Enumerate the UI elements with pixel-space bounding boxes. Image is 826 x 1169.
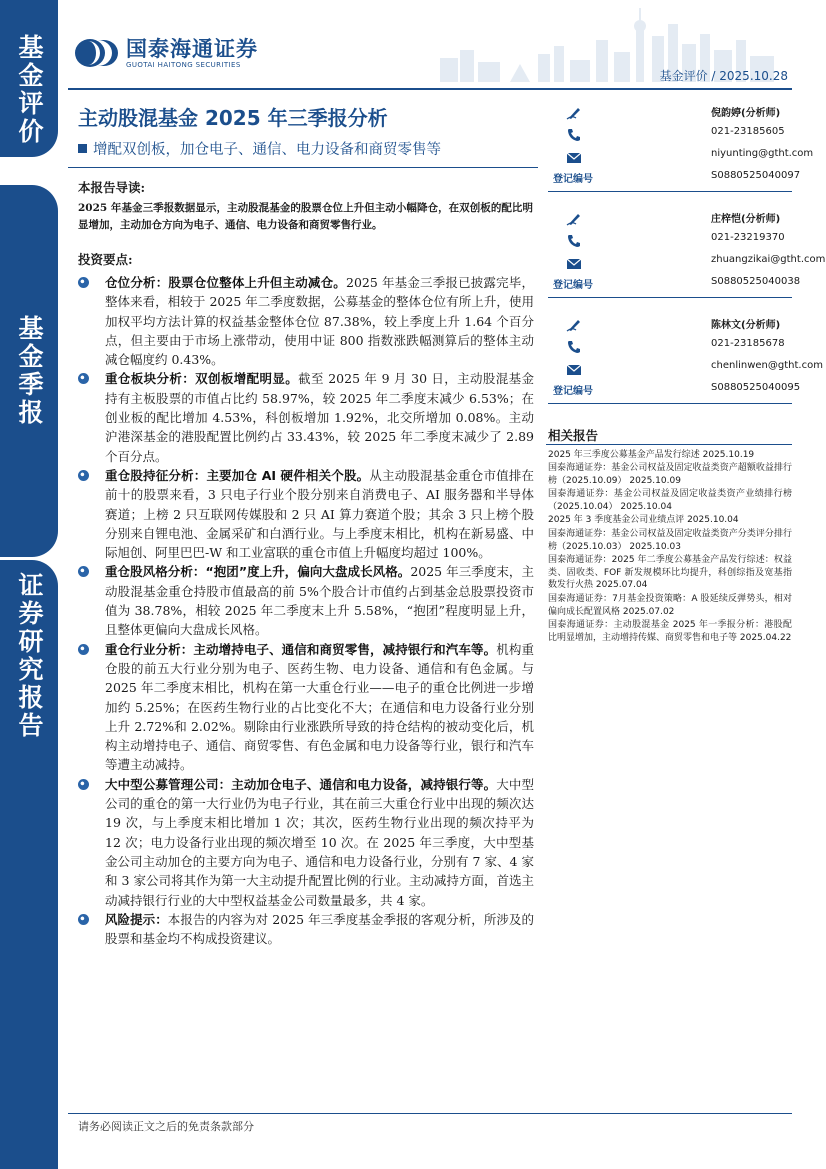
analyst-email[interactable]: niyunting@gtht.com xyxy=(711,148,814,159)
analyst-phone: 021-23219370 xyxy=(711,232,785,243)
analyst-card xyxy=(548,204,826,310)
header-date: 2025.10.28 xyxy=(719,69,788,83)
related-report-item[interactable]: 国泰海通证券：2025 年二季度公募基金产品发行综述：权益类、固收类、FOF 新发规模环比均提升，科创综指及宽基指数发行火热 2025.07.04 xyxy=(548,554,792,591)
analyst-divider xyxy=(548,191,792,192)
analyst-phone-row xyxy=(548,338,792,358)
related-report-item[interactable]: 国泰海通证券：主动股混基金 2025 年一季报分析：港股配比明显增加，主动增持传媒、商贸零售和电子等 2025.04.22 xyxy=(548,619,792,643)
key-point-lead: 重仓行业分析：主动增持电子、通信和商贸零售，减持银行和汽车等。 xyxy=(105,641,497,657)
pen-icon xyxy=(566,106,582,120)
sidebar-category-tab xyxy=(0,0,58,157)
key-point-lead: 仓位分析：股票仓位整体上升但主动减仓。 xyxy=(105,275,346,290)
analyst-email[interactable]: zhuangzikai@gtht.com xyxy=(711,254,826,265)
pen-icon xyxy=(566,318,582,332)
square-bullet-icon xyxy=(78,144,87,153)
footer-divider xyxy=(68,1113,792,1114)
analyst-divider xyxy=(548,403,792,404)
related-report-item[interactable]: 国泰海通证券：基金公司权益及固定收益类资产业绩排行榜（2025.10.04） 2025.10.04 xyxy=(548,489,792,513)
analyst-name-row xyxy=(548,104,792,124)
related-reports-list xyxy=(548,449,792,645)
analyst-name: 倪韵婷(分析师) xyxy=(711,108,781,119)
left-sidebar xyxy=(0,0,58,1169)
analyst-name: 陈林文(分析师) xyxy=(711,320,781,331)
key-point-body: 2025 年基金三季报已披露完毕，整体来看，相较于 2025 年二季度数据，公募基金的整体仓位有所上升，使用加权平均方法计算的权益基金整体仓位 87.38%，较上季度上升 1.64 个百分点，但主要由于市场上涨带动，使用中证 800 指数涨跌幅测算后的整体主动减仓幅度约 0.43%。 xyxy=(105,275,534,368)
bullet-dot-icon xyxy=(78,779,89,790)
key-point-lead: 重仓股持征分析：主要加仓 AI 硬件相关个股。 xyxy=(105,467,370,483)
sidebar-report-kind-tab xyxy=(0,560,58,1169)
related-reports-heading: 相关报告 xyxy=(548,428,599,443)
subtitle-divider xyxy=(68,167,538,168)
analyst-name-row xyxy=(548,316,792,336)
related-report-item[interactable]: 2025 年 3 季度基金公司业绩点评 2025.10.04 xyxy=(548,515,739,526)
disclaimer-note: 请务必阅读正文之后的免责条款部分 xyxy=(78,1120,254,1133)
mail-icon xyxy=(566,256,582,270)
analyst-reg-label: 登记编号 xyxy=(553,174,593,185)
analyst-divider xyxy=(548,297,792,298)
analyst-reg-number: S0880525040038 xyxy=(711,276,801,287)
bullet-dot-icon xyxy=(78,566,89,577)
logo-mark-icon xyxy=(74,37,118,69)
key-points-heading: 投资要点: xyxy=(78,252,133,267)
related-report-item[interactable]: 国泰海通证券：7月基金投资策略：A 股延续反弹势头，相对偏向成长配置风格 2025.07.02 xyxy=(548,593,792,617)
key-point-risk xyxy=(78,910,534,949)
key-point-position xyxy=(78,273,534,369)
header-separator: / xyxy=(711,69,720,83)
bullet-dot-icon xyxy=(78,470,89,481)
sidebar-category-label: 基金评价 xyxy=(15,34,44,146)
header-meta xyxy=(660,67,788,84)
analyst-card xyxy=(548,310,823,416)
sidebar-report-kind-label: 证券研究报告 xyxy=(15,572,44,740)
analyst-reg-number: S0880525040097 xyxy=(711,170,801,181)
key-point-sector xyxy=(78,369,534,465)
analyst-email-row xyxy=(548,360,823,380)
phone-icon xyxy=(566,128,582,142)
phone-icon xyxy=(566,340,582,354)
analyst-phone-row xyxy=(548,126,792,146)
analyst-name: 庄梓恺(分析师) xyxy=(711,214,781,225)
key-point-lead: 重仓板块分析：双创板增配明显。 xyxy=(105,371,299,387)
analyst-email-row xyxy=(548,254,826,274)
key-point-body: 机构重仓股的前五大行业分别为电子、医药生物、电力设备、通信和有色金属。与 2025 年二季度末相比，机构在第一大重仓行业——电子的重仓比例进一步增加约 5.25%；在医药生物行业的占比变化不大；在通信和电力设备行业分别上升 2.72%和 2.02%。剔除由行业涨跌所导致的持仓结构的被动变化后，机构主动增持电子、通信、商贸零售、有色金属和电力设备等行业，银行和汽车等遭主动减持。 xyxy=(105,641,534,773)
analyst-reg-number: S0880525040095 xyxy=(711,382,801,393)
key-point-body: 从主动股混基金重仓市值排在前十的股票来看，3 只电子行业个股分别来自消费电子、AI 服务器和半导体赛道；上榜 2 只互联网传媒股和 2 只 AI 算力赛道个股；其余 3 只上榜个股分别来自锂电池、金属采矿和白酒行业。与上季度末相比，机构在新易盛、中际旭创、阿里巴巴-W 和工业富联的重仓市值上升幅度均超过 100%。 xyxy=(105,467,534,561)
key-point-body: 大中型公司的重仓的第一大行业仍为电子行业，其在前三大重仓行业中出现的频次达 19 次，与上季度末相比增加 1 次；其次，医药生物行业出现的频次持平为 12 次；电力设备行业出现的频次增至 10 次。在 2025 年三季度，大中型基金公司主动加仓的主要方向为电子、通信和电力设备行业，分别有 7 家、4 家和 3 家公司将其作为第一大主动提升配置比例的行业。主动减持方面，首选主动减持银行行业的大中型权益基金公司数量最多，共 4 家。 xyxy=(105,776,534,908)
logo-text xyxy=(126,37,258,69)
header-divider xyxy=(68,88,792,90)
key-point-lead: 重仓股风格分析：“抱团”度上升，偏向大盘成长风格。 xyxy=(105,564,411,580)
key-points-list xyxy=(78,273,534,948)
related-report-item[interactable]: 2025 年三季度公募基金产品发行综述 2025.10.19 xyxy=(548,450,755,460)
bullet-dot-icon xyxy=(78,914,89,925)
analyst-email[interactable]: chenlinwen@gtht.com xyxy=(711,360,823,371)
analyst-name-row xyxy=(548,210,792,230)
mail-icon xyxy=(566,362,582,376)
report-title: 主动股混基金 2025 年三季报分析 xyxy=(78,106,388,130)
analyst-reg-row xyxy=(548,276,801,296)
related-reports-divider xyxy=(546,444,792,445)
related-report-item[interactable]: 国泰海通证券：基金公司权益及固定收益类资产分类评分排行榜（2025.10.03） 2025.10.03 xyxy=(548,528,792,552)
analyst-phone: 021-23185678 xyxy=(711,338,785,349)
report-subtitle-text: 增配双创板，加仓电子、通信、电力设备和商贸零售等 xyxy=(93,142,441,158)
key-point-style xyxy=(78,562,534,639)
analyst-card xyxy=(548,98,814,204)
analyst-reg-label: 登记编号 xyxy=(553,386,593,397)
key-point-holdings xyxy=(78,466,534,562)
analyst-phone-row xyxy=(548,232,792,252)
mail-icon xyxy=(566,150,582,164)
sidebar-report-type-label: 基金季报 xyxy=(15,315,44,427)
company-logo xyxy=(74,37,258,69)
analyst-panel xyxy=(548,98,826,416)
report-subtitle xyxy=(78,138,441,159)
key-point-companies xyxy=(78,775,534,910)
key-point-industry xyxy=(78,640,534,775)
pen-icon xyxy=(566,212,582,226)
logo-chinese-name: 国泰海通证券 xyxy=(126,37,258,61)
header-category: 基金评价 xyxy=(659,69,708,83)
analyst-reg-row xyxy=(548,170,801,190)
key-point-body: 本报告的内容为对 2025 年三季度基金季报的客观分析，所涉及的股票和基金均不构成投资建议。 xyxy=(105,911,534,947)
intro-text: 2025 年基金三季报数据显示，主动股混基金的股票仓位上升但主动小幅降仓，在双创板的配比明显增加，主动加仓方向为电子、通信、电力设备和商贸零售行业。 xyxy=(78,202,533,231)
bullet-dot-icon xyxy=(78,644,89,655)
analyst-reg-label: 登记编号 xyxy=(553,280,593,291)
phone-icon xyxy=(566,234,582,248)
key-point-body: 截至 2025 年 9 月 30 日，主动股混基金持有主板股票的市值占比约 58.97%，较 2025 年二季度末减少 6.53%；在创业板的配比增加 4.53%，科创板增加 1.92%，北交所增加 0.08%。主动沪港深基金的港股配置比例约占 33.43%，较 2025 年二季度末减少了 2.89 个百分点。 xyxy=(105,371,534,464)
analyst-phone: 021-23185605 xyxy=(711,126,785,137)
key-point-body: 2025 年三季度末，主动股混基金重仓持股市值最高的前 5%个股合计市值约占到基金总股票投资市值为 38.78%，相较 2025 年二季度末上升 5.58%，“抱团”程度明显上升，且整体更偏向大盘成长风格。 xyxy=(105,564,534,638)
intro-heading: 本报告导读: xyxy=(78,180,146,195)
key-point-lead: 风险提示： xyxy=(105,911,168,927)
analyst-email-row xyxy=(548,148,814,168)
bullet-dot-icon xyxy=(78,373,89,384)
key-point-lead: 大中型公募管理公司：主动加仓电子、通信和电力设备，减持银行等。 xyxy=(105,776,497,792)
bullet-dot-icon xyxy=(78,277,89,288)
logo-english-name: GUOTAI HAITONG SECURITIES xyxy=(126,61,241,69)
analyst-reg-row xyxy=(548,382,801,402)
related-report-item[interactable]: 国泰海通证券：基金公司权益及固定收益类资产超额收益排行榜（2025.10.09） 2025.10.09 xyxy=(548,463,792,487)
sidebar-report-type-tab xyxy=(0,185,58,557)
